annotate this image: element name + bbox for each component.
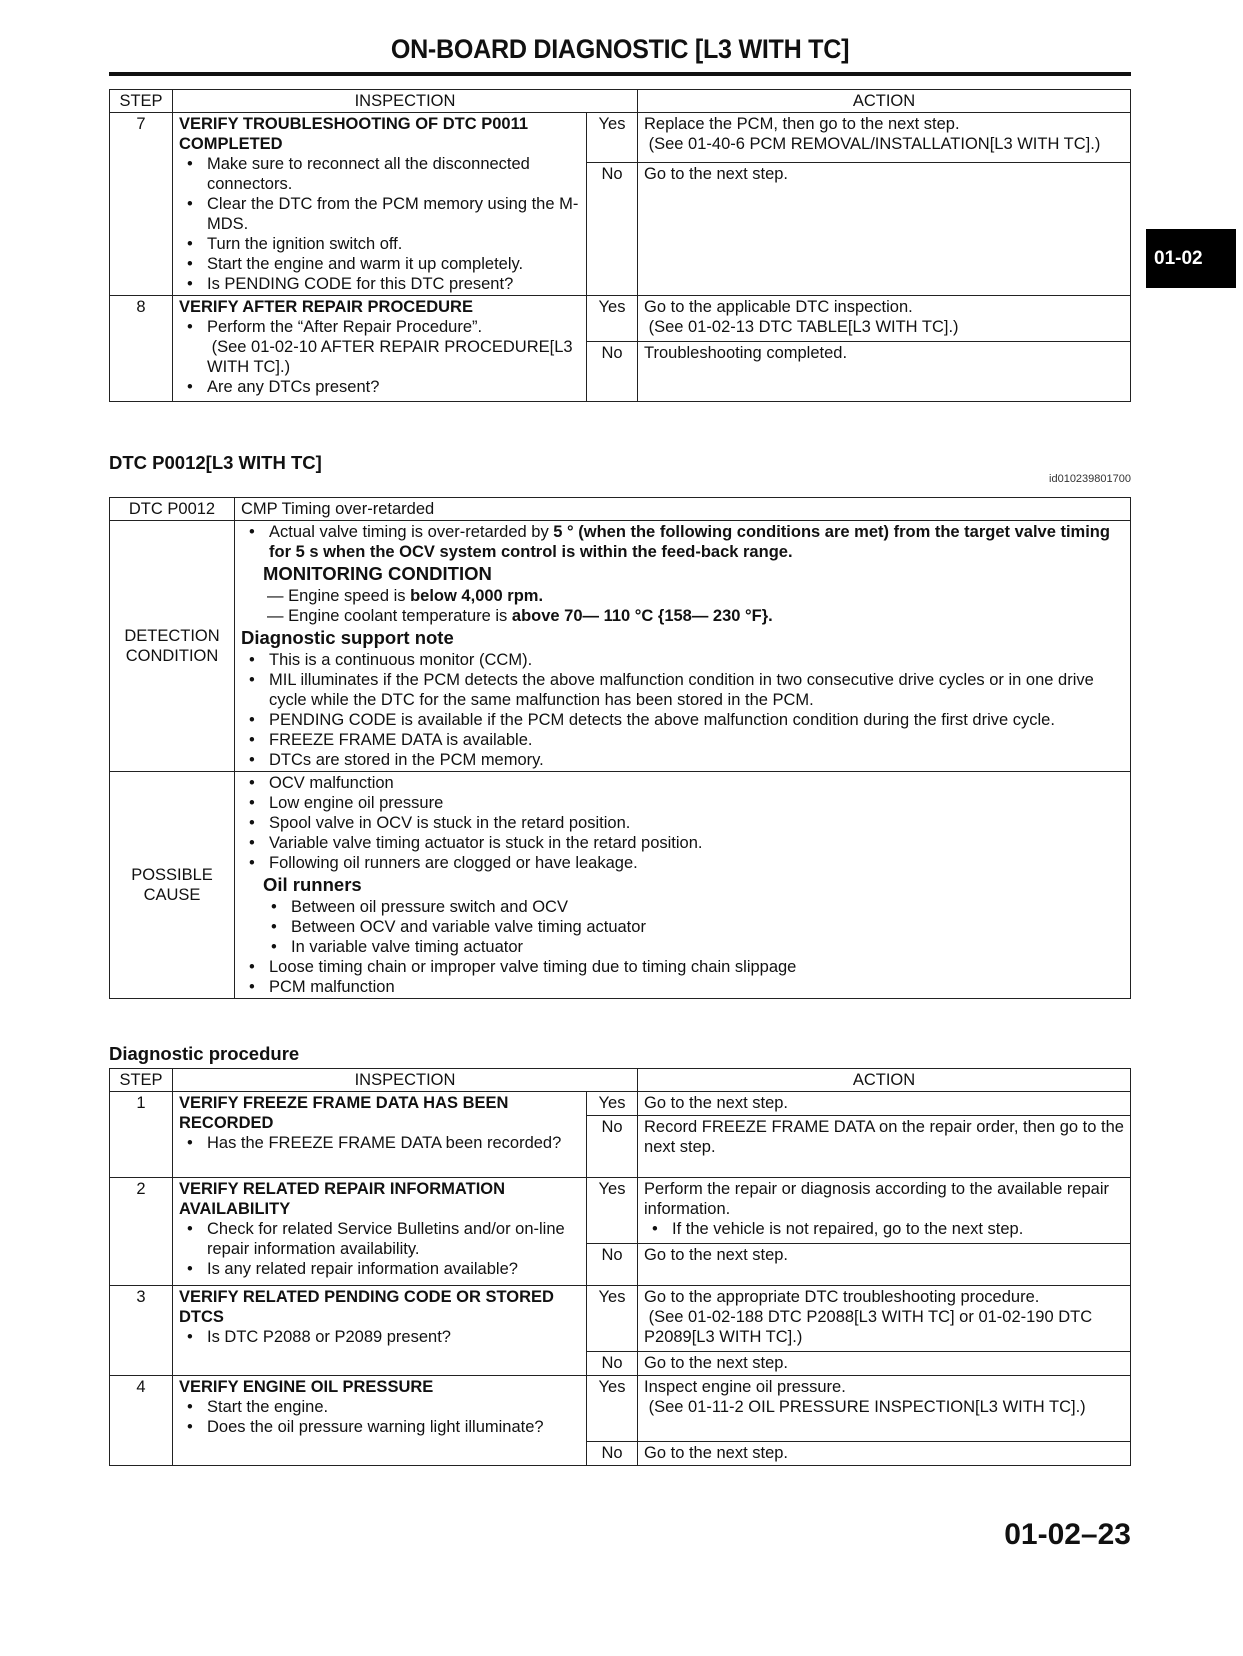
action-text: Go to the applicable DTC inspection.: [644, 298, 913, 316]
list-item: • Check for related Service Bulletins and/or on-line repair information availability.: [207, 1219, 580, 1259]
table-row: [110, 1286, 1131, 1352]
list-item: • DTCs are stored in the PCM memory.: [269, 750, 1124, 770]
condition-text: — Engine coolant temperature is: [267, 607, 512, 625]
inspection-cell: [173, 113, 587, 296]
table-row: [110, 1178, 1131, 1244]
inspection-title: VERIFY RELATED PENDING CODE OR STORED DTCS: [179, 1288, 554, 1326]
oil-runner-list: [241, 897, 1124, 957]
cause-list: [241, 773, 1124, 873]
monitoring-item: [241, 606, 1124, 626]
list-item: [207, 317, 580, 377]
no-label: No: [587, 162, 638, 295]
list-item: • Has the FREEZE FRAME DATA been recorded?: [207, 1133, 580, 1153]
list-item: • Loose timing chain or improper valve timing due to timing chain slippage: [269, 957, 1124, 977]
table-row: [110, 113, 1131, 163]
detection-condition-content: [235, 521, 1131, 772]
step-number: 8: [110, 296, 173, 402]
detection-text-bold: 5 ° (when the following conditions are met) from the target valve timing for 5 s when the OCV system control is within the feed-back range.: [269, 523, 1110, 561]
top-procedure-table: [109, 89, 1131, 402]
step-number: 4: [110, 1376, 173, 1466]
action-text: Replace the PCM, then go to the next step.: [644, 115, 960, 133]
bullet-text: Perform the “After Repair Procedure”.: [207, 318, 483, 336]
possible-cause-content: [235, 772, 1131, 999]
oil-runners-title: Oil runners: [263, 874, 362, 895]
reference-link[interactable]: (See 01-11-2 OIL PRESSURE INSPECTION[L3 WITH TC].): [644, 1398, 1086, 1416]
step-number: 1: [110, 1092, 173, 1178]
inspection-title: VERIFY TROUBLESHOOTING OF DTC P0011 COMPLETED: [179, 115, 529, 153]
condition-text: — Engine speed is: [267, 587, 411, 605]
no-action: Record FREEZE FRAME DATA on the repair order, then go to the next step.: [638, 1116, 1131, 1178]
condition-value: above 70— 110 °C {158— 230 °F}.: [511, 607, 773, 625]
step-number: 2: [110, 1178, 173, 1286]
list-item: • Is DTC P2088 or P2089 present?: [207, 1327, 580, 1347]
inspection-bullets: [179, 1327, 580, 1347]
action-bullets: [644, 1219, 1124, 1239]
inspection-bullets: [179, 154, 580, 294]
table-row: [110, 1092, 1131, 1116]
inspection-cell: [173, 1286, 587, 1376]
list-item: • PENDING CODE is available if the PCM detects the above malfunction condition during the first drive cycle.: [269, 710, 1124, 730]
no-label: No: [587, 342, 638, 402]
page-title: ON-BOARD DIAGNOSTIC [L3 WITH TC]: [390, 34, 850, 64]
no-label: No: [587, 1116, 638, 1178]
list-item: • Start the engine.: [207, 1397, 580, 1417]
yes-label: Yes: [587, 1286, 638, 1352]
step-number: 7: [110, 113, 173, 296]
step-number: 3: [110, 1286, 173, 1376]
no-action: Go to the next step.: [638, 162, 1131, 295]
inspection-title: VERIFY AFTER REPAIR PROCEDURE: [179, 298, 473, 316]
list-item: • Turn the ignition switch off.: [207, 234, 580, 254]
header-inspection: INSPECTION: [173, 90, 638, 113]
list-item: • Are any DTCs present?: [207, 377, 580, 397]
action-text: Inspect engine oil pressure.: [644, 1378, 846, 1396]
inspection-bullets: [179, 317, 580, 397]
dtc-description: CMP Timing over-retarded: [235, 498, 1131, 521]
yes-action: [638, 296, 1131, 342]
list-item: • Low engine oil pressure: [269, 793, 1124, 813]
no-action: Go to the next step.: [638, 1244, 1131, 1286]
dtc-code: DTC P0012: [110, 498, 235, 521]
section-tab: 01-02: [1146, 229, 1236, 288]
yes-action: [638, 1286, 1131, 1352]
list-item: • This is a continuous monitor (CCM).: [269, 650, 1124, 670]
list-item: • PCM malfunction: [269, 977, 1124, 997]
yes-action: Go to the next step.: [638, 1092, 1131, 1116]
header-step: STEP: [110, 90, 173, 113]
monitoring-condition-title: MONITORING CONDITION: [263, 563, 492, 584]
list-item: • Variable valve timing actuator is stuck in the retard position.: [269, 833, 1124, 853]
list-item: • In variable valve timing actuator: [291, 937, 1124, 957]
inspection-title: VERIFY FREEZE FRAME DATA HAS BEEN RECORDED: [179, 1094, 509, 1132]
list-item: • Following oil runners are clogged or have leakage.: [269, 853, 1124, 873]
yes-action: [638, 113, 1131, 163]
no-label: No: [587, 1352, 638, 1376]
header-action: ACTION: [638, 1069, 1131, 1092]
dtc-info-table: [109, 497, 1131, 999]
reference-link[interactable]: (See 01-40-6 PCM REMOVAL/INSTALLATION[L3 WITH TC].): [644, 135, 1101, 153]
no-label: No: [587, 1244, 638, 1286]
no-action: Go to the next step.: [638, 1352, 1131, 1376]
table-row: [110, 1376, 1131, 1442]
title-rule: [109, 72, 1131, 76]
detection-condition-row: [110, 521, 1131, 772]
action-text: Go to the appropriate DTC troubleshooting procedure.: [644, 1288, 1040, 1306]
yes-label: Yes: [587, 296, 638, 342]
yes-label: Yes: [587, 1178, 638, 1244]
reference-link[interactable]: (See 01-02-188 DTC P2088[L3 WITH TC] or 01-02-190 DTC P2089[L3 WITH TC].): [644, 1308, 1097, 1346]
action-text: Perform the repair or diagnosis according to the available repair information.: [644, 1180, 1110, 1218]
header-step: STEP: [110, 1069, 173, 1092]
yes-label: Yes: [587, 1376, 638, 1442]
support-note-title: Diagnostic support note: [241, 627, 454, 648]
header-inspection: INSPECTION: [173, 1069, 638, 1092]
list-item: [269, 522, 1124, 562]
inspection-title: VERIFY ENGINE OIL PRESSURE: [179, 1378, 434, 1396]
reference-link[interactable]: (See 01-02-10 AFTER REPAIR PROCEDURE[L3 WITH TC].): [207, 338, 578, 376]
document-id: id010239801700: [1049, 473, 1131, 485]
reference-link[interactable]: (See 01-02-13 DTC TABLE[L3 WITH TC].): [644, 318, 959, 336]
inspection-bullets: [179, 1397, 580, 1437]
list-item: • Spool valve in OCV is stuck in the retard position.: [269, 813, 1124, 833]
label-line: CONDITION: [125, 647, 219, 665]
detection-bullets: [241, 522, 1124, 562]
label-line: DETECTION: [124, 627, 220, 645]
list-item: • OCV malfunction: [269, 773, 1124, 793]
table-header-row: [110, 90, 1131, 113]
list-item: • If the vehicle is not repaired, go to the next step.: [672, 1219, 1124, 1239]
dtc-code-row: [110, 498, 1131, 521]
no-action: Troubleshooting completed.: [638, 342, 1131, 402]
monitoring-item: [241, 586, 1124, 606]
list-item: • Does the oil pressure warning light illuminate?: [207, 1417, 580, 1437]
inspection-cell: [173, 1376, 587, 1466]
list-item: • Start the engine and warm it up completely.: [207, 254, 580, 274]
diagnostic-procedure-table: [109, 1068, 1131, 1466]
procedure-title: Diagnostic procedure: [109, 1043, 300, 1064]
list-item: • Clear the DTC from the PCM memory using the M-MDS.: [207, 194, 580, 234]
label-line: CAUSE: [143, 886, 201, 904]
detection-text: Actual valve timing is over-retarded by: [269, 523, 554, 541]
list-item: • Is PENDING CODE for this DTC present?: [207, 274, 580, 294]
table-row: [110, 296, 1131, 342]
no-action: Go to the next step.: [638, 1442, 1131, 1466]
no-label: No: [587, 1442, 638, 1466]
dtc-section-title: DTC P0012[L3 WITH TC]: [109, 452, 322, 473]
header-action: ACTION: [638, 90, 1131, 113]
list-item: • MIL illuminates if the PCM detects the above malfunction condition in two consecutive drive cycles or in one drive cycle while the DTC for the same malfunction has been stored in the PCM.: [269, 670, 1124, 710]
table-header-row: [110, 1069, 1131, 1092]
list-item: • Make sure to reconnect all the disconnected connectors.: [207, 154, 580, 194]
yes-label: Yes: [587, 1092, 638, 1116]
list-item: • Between oil pressure switch and OCV: [291, 897, 1124, 917]
inspection-cell: [173, 1092, 587, 1178]
inspection-title: VERIFY RELATED REPAIR INFORMATION AVAILABILITY: [179, 1180, 506, 1218]
inspection-bullets: [179, 1219, 580, 1279]
possible-cause-label: [110, 772, 235, 999]
possible-cause-row: [110, 772, 1131, 999]
support-notes: [241, 650, 1124, 770]
label-line: POSSIBLE: [131, 866, 213, 884]
yes-action: [638, 1376, 1131, 1442]
condition-value: below 4,000 rpm.: [410, 587, 544, 605]
inspection-bullets: [179, 1133, 580, 1153]
cause-list-tail: [241, 957, 1124, 997]
inspection-cell: [173, 1178, 587, 1286]
yes-label: Yes: [587, 113, 638, 163]
page-number: 01-02–23: [1004, 1518, 1131, 1551]
list-item: • Is any related repair information available?: [207, 1259, 580, 1279]
yes-action: [638, 1178, 1131, 1244]
list-item: • FREEZE FRAME DATA is available.: [269, 730, 1124, 750]
inspection-cell: [173, 296, 587, 402]
detection-condition-label: [110, 521, 235, 772]
list-item: • Between OCV and variable valve timing actuator: [291, 917, 1124, 937]
